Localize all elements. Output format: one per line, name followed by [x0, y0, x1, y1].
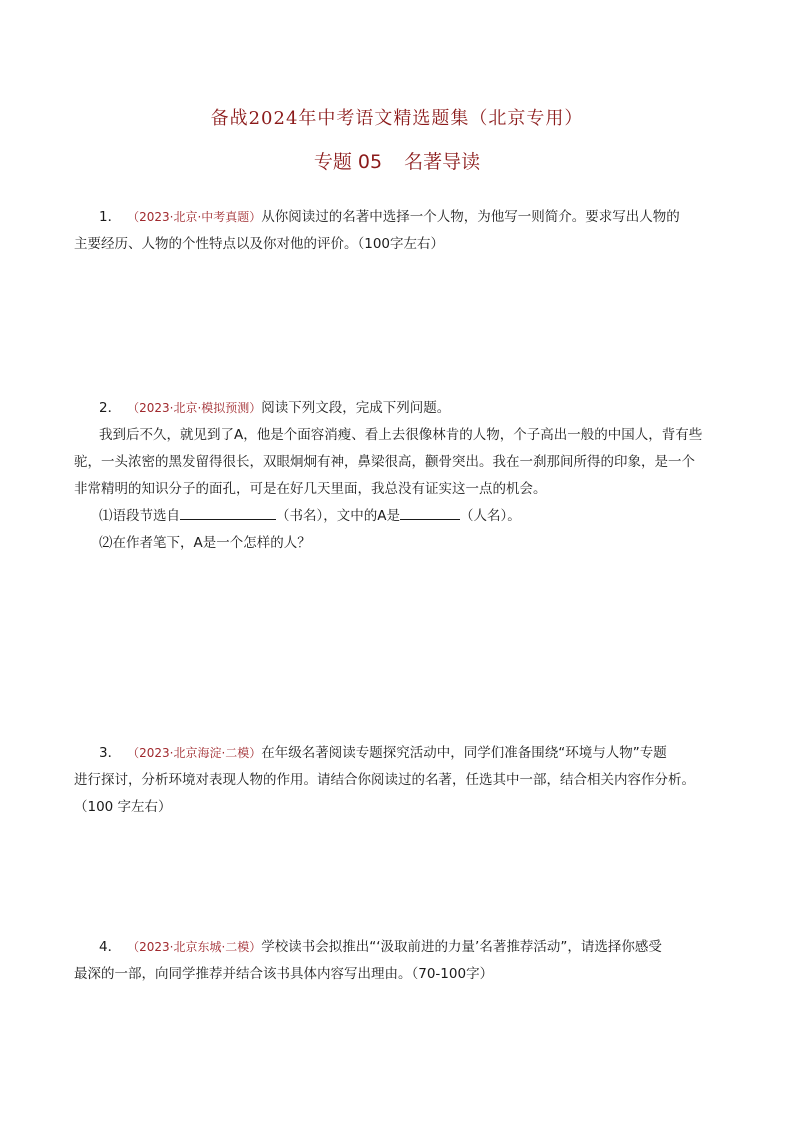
question-number: 3． — [99, 745, 122, 761]
question-number: 2． — [99, 400, 122, 416]
sub-question-2: ⑵在作者笔下，A是一个怎样的人？ — [99, 535, 311, 551]
question-source: （2023·北京·模拟预测） — [133, 401, 262, 415]
question-source: （2023·北京东城·二模） — [133, 940, 262, 954]
topic-name: 名著导读 — [404, 151, 481, 173]
question-text: （100 字左右） — [74, 799, 172, 815]
question-source: （2023·北京·中考真题） — [133, 210, 262, 224]
main-title: 备战2024年中考语文精选题集（北京专用） — [210, 108, 584, 129]
question-text: 学校读书会拟推出“‘汲取前进的力量’名著推荐活动”，请选择你感受 — [261, 939, 662, 955]
topic-number: 专题 05 — [313, 151, 383, 173]
question-text: 从你阅读过的名著中选择一个人物，为他写一则简介。要求写出人物的 — [261, 209, 680, 225]
question-source: （2023·北京海淀·二模） — [133, 746, 262, 760]
question-number: 4． — [99, 939, 122, 955]
answer-blank-book[interactable] — [180, 505, 276, 520]
sub-question-1: ⑴语段节选自 （书名），文中的A是 （人名）。 — [99, 503, 719, 530]
passage-line: 驼，一头浓密的黑发留得很长，双眼炯炯有神，鼻梁很高，颧骨突出。我在一刹那间所得的印象，是一个 — [74, 454, 695, 470]
sub-title — [0, 147, 794, 174]
passage-line: 我到后不久，就见到了A，他是个面容消瘦、看上去很像林肯的人物，个子高出一般的中国人，背有些 — [99, 427, 703, 443]
question-2 — [74, 395, 719, 557]
question-1 — [74, 204, 719, 258]
question-text: 进行探讨，分析环境对表现人物的作用。请结合你阅读过的名著，任选其中一部，结合相关内容作分析。 — [74, 772, 695, 788]
question-number: 1． — [99, 209, 122, 225]
passage-line: 非常精明的知识分子的面孔，可是在好几天里面，我总没有证实这一点的机会。 — [74, 481, 547, 497]
question-text: 主要经历、人物的个性特点以及你对他的评价。（100字左右） — [74, 236, 445, 252]
answer-blank-person[interactable] — [400, 505, 460, 520]
question-text: 阅读下列文段，完成下列问题。 — [261, 400, 451, 416]
question-3 — [74, 740, 719, 821]
question-4 — [74, 934, 719, 988]
question-text: 最深的一部，向同学推荐并结合该书具体内容写出理由。（70-100字） — [74, 966, 494, 982]
question-text: 在年级名著阅读专题探究活动中，同学们准备围绕“环境与人物”专题 — [261, 745, 667, 761]
